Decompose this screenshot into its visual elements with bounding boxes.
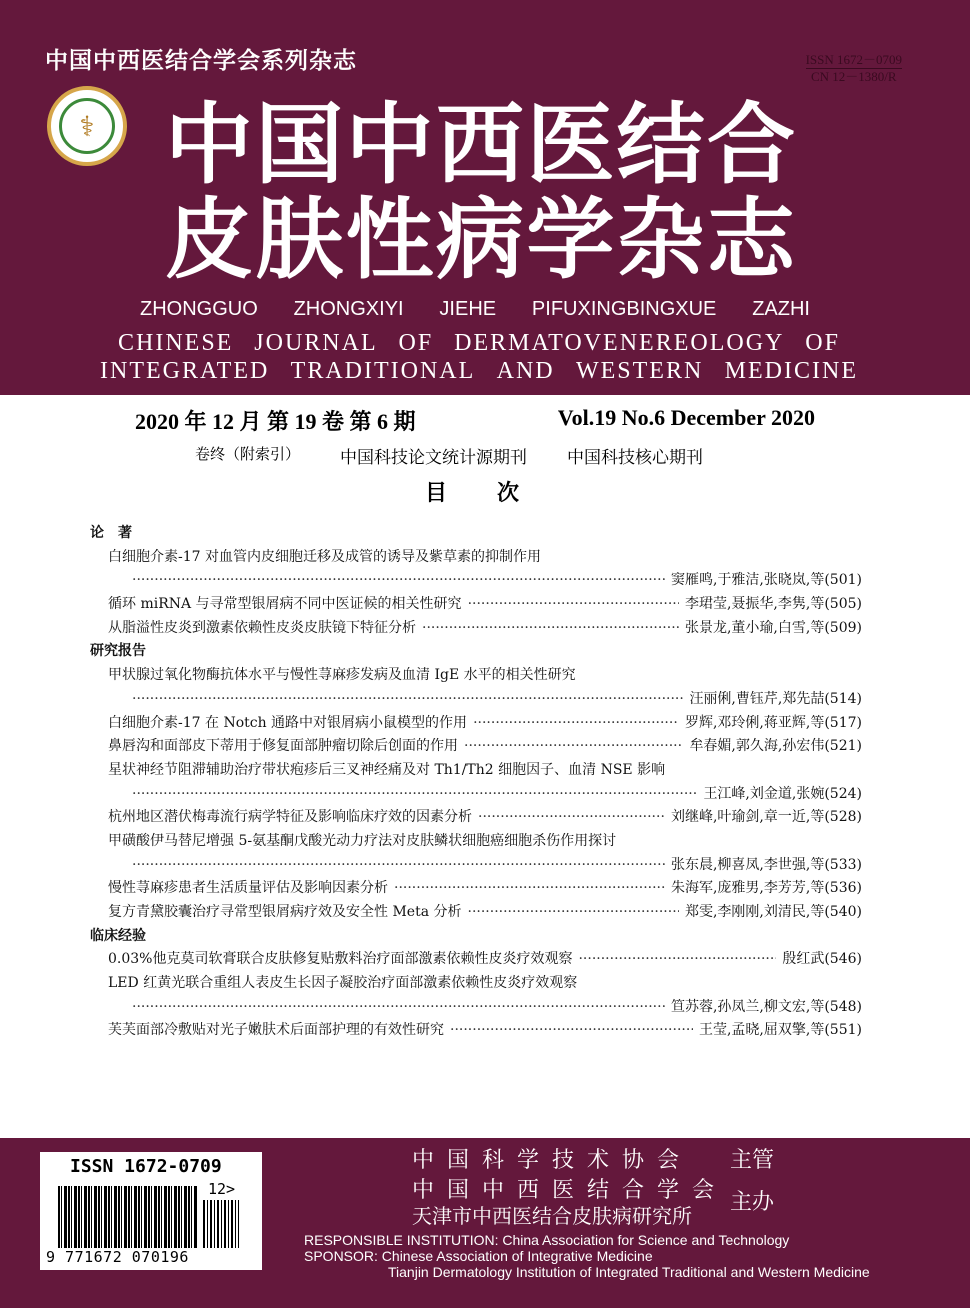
leader-dots <box>578 948 776 972</box>
toc-entry-authors: 李珺莹,聂振华,李隽,等 <box>684 596 825 613</box>
toc-entry-page: (528) <box>824 809 862 826</box>
series-label: 中国中西医结合学会系列杂志 <box>45 48 357 74</box>
toc-entry-authors: 笪苏蓉,孙凤兰,柳文宏,等 <box>670 998 825 1015</box>
toc-entry-title-row[interactable] <box>90 546 862 570</box>
english-word: OF <box>398 330 434 356</box>
barcode-number: 9 771672 070196 <box>46 1248 189 1266</box>
leader-dots <box>468 593 679 617</box>
index-tags <box>195 443 815 468</box>
toc-entry-title: 鼻唇沟和面部皮下蒂用于修复面部肿瘤切除后创面的作用 <box>108 738 458 755</box>
barcode-addon: 12> <box>208 1180 236 1198</box>
leader-dots <box>132 854 665 878</box>
toc-entry-title: 白细胞介素-17 对血管内皮细胞迁移及成管的诱导及紫草素的抑制作用 <box>108 548 541 565</box>
issue-date-en: Vol.19 No.6 December 2020 <box>557 405 815 430</box>
english-word: AND <box>496 358 555 384</box>
title-line1 <box>165 95 795 195</box>
toc-entry[interactable] <box>90 712 862 736</box>
leader-dots <box>132 783 697 807</box>
issue-date-cn: 2020 年 12 月 第 19 卷 第 6 期 <box>135 409 416 434</box>
tag-core-journal: 中国科技核心期刊 <box>567 448 704 468</box>
toc-entry[interactable] <box>90 806 862 830</box>
toc-entry-meta-row <box>90 996 862 1020</box>
leader-dots <box>464 735 683 759</box>
toc-section-heading: 论 著 <box>90 525 132 541</box>
barcode-addon-bars <box>203 1200 239 1248</box>
toc-entry-title: 复方青黛胶囊治疗寻常型银屑病疗效及安全性 Meta 分析 <box>108 904 462 920</box>
role-supervisor: 主管 <box>730 1148 775 1173</box>
title-char: 合 <box>706 93 795 196</box>
english-title-line2 <box>100 358 858 385</box>
toc-entry-title-row[interactable] <box>90 759 862 783</box>
pinyin-word: JIEHE <box>439 298 497 320</box>
toc-entry-title: 循环 miRNA 与寻常型银屑病不同中医证候的相关性研究 <box>108 596 462 613</box>
toc-entry-title: LED 红黄光联合重组人表皮生长因子凝胶治疗面部激素依赖性皮炎疗效观察 <box>108 975 578 992</box>
toc-entry-page: (548) <box>824 998 862 1015</box>
title-char: 皮 <box>165 188 254 291</box>
toc-entry-page: (509) <box>824 619 862 636</box>
toc-entry-meta-row <box>90 854 862 878</box>
issn-block <box>806 52 902 85</box>
toc-entry[interactable] <box>90 877 862 901</box>
toc-entry-page: (536) <box>824 880 862 897</box>
toc-entry[interactable] <box>90 901 862 925</box>
org-sponsor2: 天津市中西医结合皮肤病研究所 <box>412 1204 692 1228</box>
leader-dots <box>468 901 679 925</box>
pinyin-title <box>140 298 810 321</box>
leader-dots <box>132 569 665 593</box>
toc-entry-page: (517) <box>824 714 862 731</box>
toc-entry-page: (533) <box>824 856 862 873</box>
toc-entry[interactable] <box>90 948 862 972</box>
title-char: 西 <box>435 93 524 196</box>
toc-entry-page: (521) <box>824 738 862 755</box>
toc-entry-meta-row <box>90 688 862 712</box>
toc-entry-authors: 朱海军,庞雅男,李芳芳,等 <box>670 880 825 897</box>
toc-entry-authors: 张景龙,董小瑜,白雪,等 <box>684 619 825 636</box>
leader-dots <box>422 617 679 641</box>
index-note: 卷终（附索引） <box>195 445 301 463</box>
toc-entry-authors: 牟春媚,郭久海,孙宏伟 <box>689 738 825 755</box>
toc-entry-title: 甲磺酸伊马替尼增强 5-氨基酮戊酸光动力疗法对皮肤鳞状细胞癌细胞杀伤作用探讨 <box>108 832 617 849</box>
role-sponsor: 主办 <box>730 1190 775 1215</box>
cn-text: CN 12－1380/R <box>810 69 897 84</box>
toc-entry-title: 0.03%他克莫司软膏联合皮肤修复贴敷料治疗面部激素依赖性皮炎疗效观察 <box>108 951 573 968</box>
toc-entry-authors: 刘继峰,叶瑜剑,章一近,等 <box>670 809 825 826</box>
en-sponsor2: Tianjin Dermatology Institution of Integrated Traditional and Western Medicine <box>388 1264 870 1280</box>
title-char: 志 <box>706 188 795 291</box>
toc-entry-page: (505) <box>824 596 862 613</box>
caduceus-icon: ⚕ <box>59 98 115 154</box>
leader-dots <box>132 688 683 712</box>
english-word: JOURNAL <box>254 330 378 356</box>
english-word: CHINESE <box>118 330 234 356</box>
org-supervisor: 中国科学技术协会 <box>412 1148 693 1173</box>
title-char: 病 <box>435 188 524 291</box>
toc-entry-page: (501) <box>824 572 862 589</box>
toc-entry-authors: 窦雁鸣,于雅洁,张晓岚,等 <box>670 572 825 589</box>
english-word: TRADITIONAL <box>290 358 476 384</box>
toc-entry-authors: 罗辉,邓玲俐,蒋亚辉,等 <box>684 714 825 731</box>
org-sponsor1: 中国中西医结合学会 <box>412 1178 728 1203</box>
toc-entry-meta-row <box>90 569 862 593</box>
title-char: 肤 <box>255 188 344 291</box>
toc-entry-authors: 殷红武 <box>782 951 825 968</box>
title-char: 中 <box>345 93 434 196</box>
toc-entry-title: 从脂溢性皮炎到激素依赖性皮炎皮肤镜下特征分析 <box>108 619 416 636</box>
title-char: 国 <box>255 93 344 196</box>
barcode-box <box>40 1152 262 1270</box>
toc-entry-page: (551) <box>824 1022 862 1039</box>
toc-entry-title-row[interactable] <box>90 972 862 996</box>
title-char: 杂 <box>616 188 705 291</box>
toc-entry[interactable] <box>90 593 862 617</box>
en-sponsor: SPONSOR: Chinese Association of Integrative Medicine <box>304 1248 653 1264</box>
toc-entry-title: 慢性荨麻疹患者生活质量评估及影响因素分析 <box>108 880 388 897</box>
leader-dots <box>132 996 665 1020</box>
toc-entry[interactable] <box>90 1019 862 1043</box>
title-char: 学 <box>526 188 615 291</box>
toc-entry-page: (540) <box>824 904 862 920</box>
pinyin-word: ZHONGGUO <box>140 298 258 320</box>
title-char: 性 <box>345 188 434 291</box>
title-line2 <box>165 190 795 290</box>
english-word: WESTERN <box>575 358 704 384</box>
english-word: INTEGRATED <box>100 358 270 384</box>
title-char: 结 <box>616 93 705 196</box>
toc-entry[interactable] <box>90 617 862 641</box>
tag-source-journal: 中国科技论文统计源期刊 <box>340 448 528 468</box>
pinyin-word: ZAZHI <box>752 298 810 320</box>
toc-entry-title-row[interactable] <box>90 830 862 854</box>
title-char: 中 <box>165 93 254 196</box>
toc-entry-page: (514) <box>824 690 862 707</box>
en-responsible: RESPONSIBLE INSTITUTION: China Association for Science and Technology <box>304 1232 790 1248</box>
toc-entry-title: 芙芙面部冷敷贴对光子嫩肤术后面部护理的有效性研究 <box>108 1022 444 1039</box>
toc-entry-title: 白细胞介素-17 在 Notch 通路中对银屑病小鼠模型的作用 <box>108 714 468 731</box>
table-of-contents <box>90 522 862 1043</box>
toc-entry-title: 星状神经节阻滞辅助治疗带状疱疹后三叉神经痛及对 Th1/Th2 细胞因子、血清 NSE 影响 <box>108 761 666 778</box>
toc-entry-title-row[interactable] <box>90 664 862 688</box>
english-word: OF <box>805 330 840 356</box>
toc-heading: 目次 <box>425 480 570 506</box>
toc-entry-authors: 郑雯,李刚刚,刘清民,等 <box>684 904 825 920</box>
barcode-icon <box>58 1186 198 1248</box>
english-word: DERMATOVENEREOLOGY <box>454 330 785 356</box>
leader-dots <box>478 806 665 830</box>
toc-section-heading: 临床经验 <box>90 927 146 944</box>
leader-dots <box>473 712 679 736</box>
barcode-issn: ISSN 1672-0709 <box>70 1156 222 1177</box>
toc-entry-authors: 张东晨,柳喜凤,李世强,等 <box>670 856 825 873</box>
toc-entry-page: (524) <box>824 785 862 802</box>
caim-logo <box>47 86 127 166</box>
toc-section-heading: 研究报告 <box>90 643 146 660</box>
toc-entry[interactable] <box>90 735 862 759</box>
toc-entry-authors: 王莹,孟晓,屈双擎,等 <box>698 1022 825 1039</box>
toc-entry-title: 甲状腺过氧化物酶抗体水平与慢性荨麻疹发病及血清 IgE 水平的相关性研究 <box>108 667 576 684</box>
issue-date <box>135 405 815 436</box>
english-word: MEDICINE <box>724 358 858 384</box>
pinyin-word: PIFUXINGBINGXUE <box>531 298 717 320</box>
cover-header <box>0 0 970 395</box>
toc-entry-authors: 王江峰,刘金道,张婉 <box>703 785 825 802</box>
toc-entry-page: (546) <box>824 951 862 968</box>
issn-text: ISSN 1672－0709 <box>805 52 902 67</box>
pinyin-word: ZHONGXIYI <box>293 298 404 320</box>
toc-entry-authors: 汪丽俐,曹钰芹,郑先喆 <box>689 690 825 707</box>
toc-entry-meta-row <box>90 783 862 807</box>
leader-dots <box>450 1019 693 1043</box>
toc-entry-title: 杭州地区潜伏梅毒流行病学特征及影响临床疗效的因素分析 <box>108 809 472 826</box>
english-title-line1 <box>118 330 840 357</box>
title-char: 医 <box>526 93 615 196</box>
leader-dots <box>394 877 665 901</box>
